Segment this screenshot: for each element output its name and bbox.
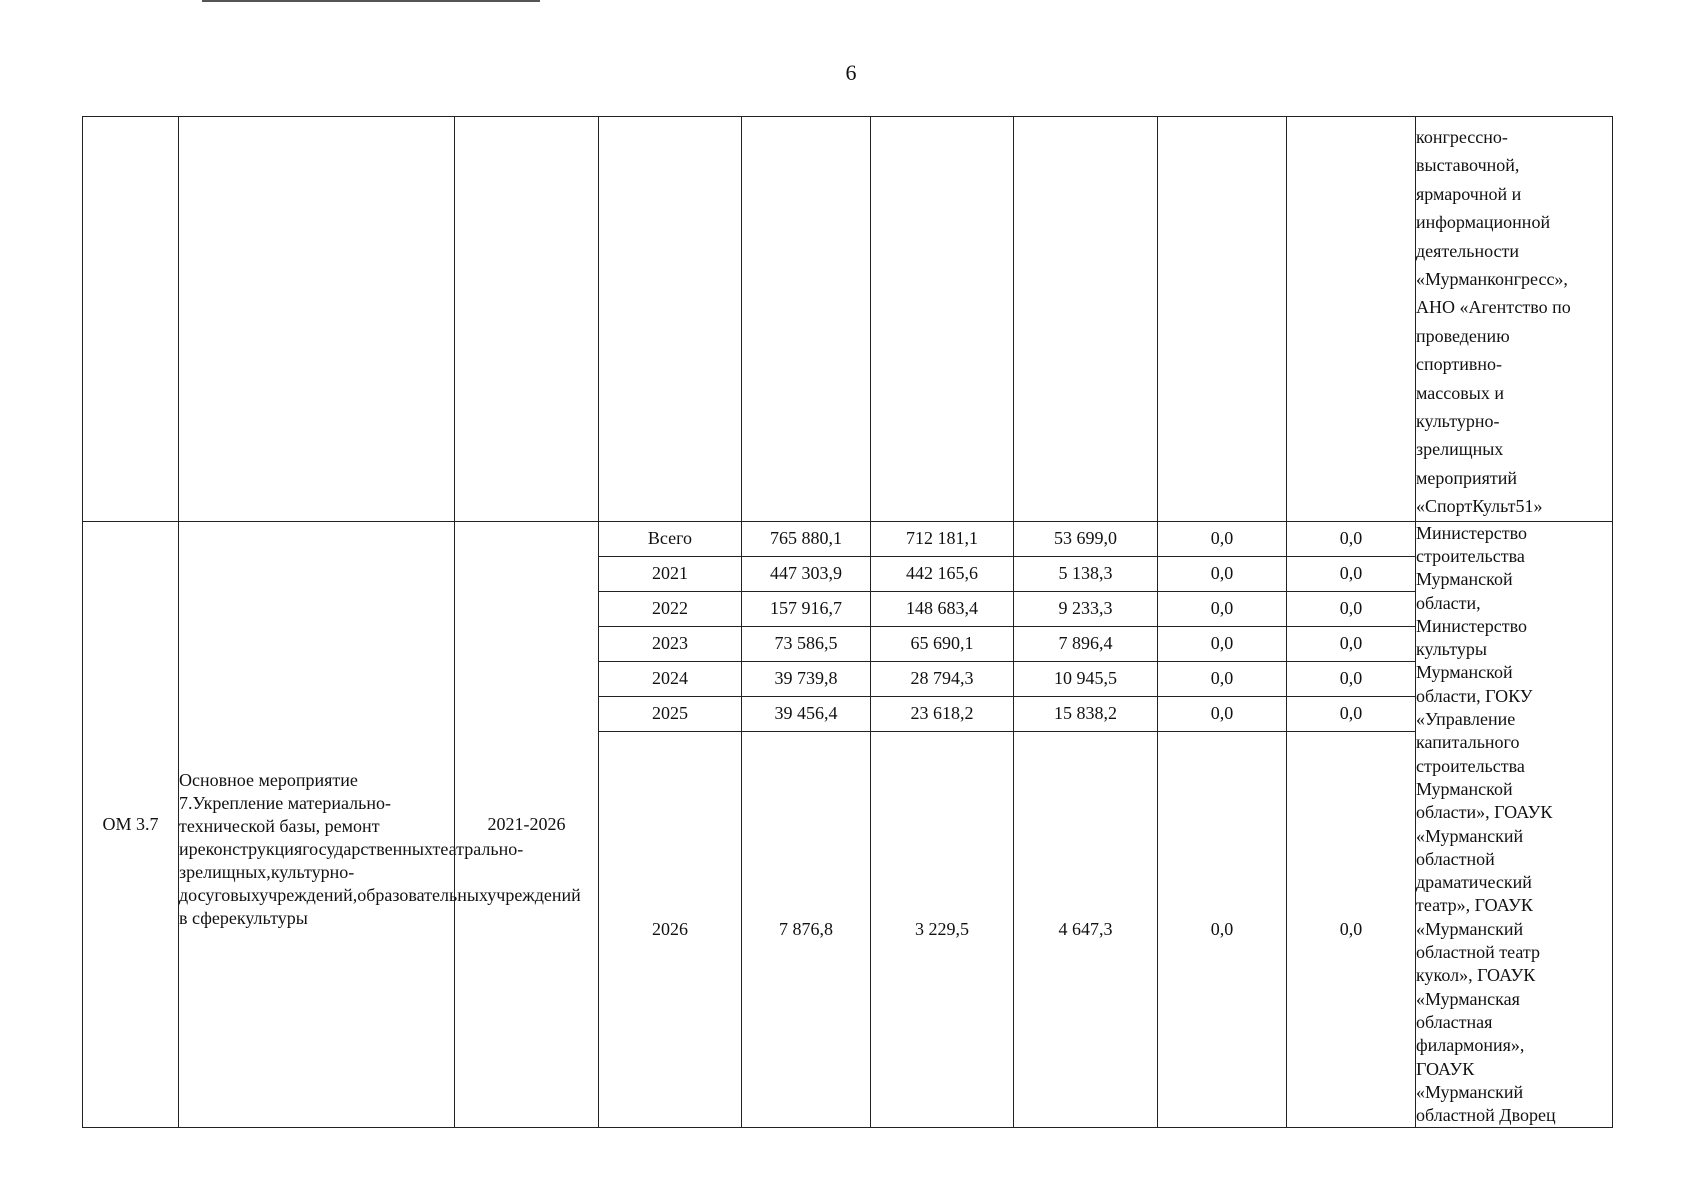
measure-period: 2021-2026 (455, 521, 599, 1128)
executor-line: областная (1416, 1011, 1493, 1032)
cell-empty (1287, 117, 1416, 522)
cell-empty (1014, 117, 1158, 522)
cell-empty (455, 117, 599, 522)
row-other: 0,0 (1287, 626, 1416, 661)
executor-line: Министерство (1416, 522, 1527, 543)
row-year: 2021 (599, 556, 742, 591)
executor-line: театр», ГОАУК (1416, 895, 1533, 916)
row-total: 39 456,4 (742, 696, 871, 731)
row-federal: 4 647,3 (1014, 731, 1158, 1128)
row-year: 2022 (599, 591, 742, 626)
row-year: 2026 (599, 731, 742, 1128)
row-total: 765 880,1 (742, 521, 871, 556)
row-federal: 53 699,0 (1014, 521, 1158, 556)
executor-line: «СпортКульт51» (1416, 496, 1543, 517)
title-line: культурно-досуговых (179, 862, 355, 906)
executor-line: «Мурманский (1416, 1081, 1524, 1102)
executor-line: проведению (1416, 325, 1510, 346)
executor-text (1416, 117, 1612, 521)
row-local: 0,0 (1158, 626, 1287, 661)
executor-line: информационной (1416, 212, 1551, 233)
measure-code: ОМ 3.7 (83, 521, 179, 1128)
row-regional: 28 794,3 (871, 661, 1014, 696)
title-line: технической базы, ремонт и (179, 816, 380, 860)
title-line: учреждений в сфере (179, 885, 581, 929)
executor-line: драматический (1416, 872, 1532, 893)
executor-line: «Управление (1416, 709, 1516, 730)
executor-line: Мурманской (1416, 569, 1513, 590)
row-other: 0,0 (1287, 591, 1416, 626)
cell-empty (1158, 117, 1287, 522)
title-line: Основное мероприятие 7. (179, 770, 358, 814)
title-line: государственных (302, 839, 433, 860)
executor-line: «Мурманский (1416, 825, 1524, 846)
executor-line: области», ГОАУК (1416, 802, 1553, 823)
row-total: 157 916,7 (742, 591, 871, 626)
row-other: 0,0 (1287, 556, 1416, 591)
executor-line: спортивно- (1416, 354, 1503, 375)
title-line: Укрепление материально- (192, 793, 392, 814)
executor-line: Мурманской (1416, 662, 1513, 683)
row-regional: 442 165,6 (871, 556, 1014, 591)
cell-empty (83, 117, 179, 522)
title-line: учреждений, (259, 885, 358, 906)
row-year: 2023 (599, 626, 742, 661)
executor-line: «Мурманконгресс», (1416, 269, 1568, 290)
executor-line: ГОАУК (1416, 1058, 1475, 1079)
executor-line: Министерство (1416, 615, 1527, 636)
row-regional: 148 683,4 (871, 591, 1014, 626)
row-local: 0,0 (1158, 591, 1287, 626)
program-table (82, 116, 1613, 1128)
executor-line: массовых и (1416, 382, 1504, 403)
row-total: 7 876,8 (742, 731, 871, 1128)
executor-line: ярмарочной и (1416, 183, 1522, 204)
row-local: 0,0 (1158, 556, 1287, 591)
executor-line: строительства (1416, 755, 1525, 776)
title-line: театрально-зрелищных, (179, 839, 524, 883)
cell-empty (599, 117, 742, 522)
top-rule (202, 0, 540, 2)
executor-line: области, ГОКУ (1416, 685, 1533, 706)
row-total: 39 739,8 (742, 661, 871, 696)
title-line: культуры (236, 908, 308, 929)
title-line: реконструкция (188, 839, 303, 860)
executor-line: зрелищных (1416, 439, 1504, 460)
row-regional: 23 618,2 (871, 696, 1014, 731)
executor-line: мероприятий (1416, 467, 1518, 488)
executor-line: «Мурманская (1416, 988, 1520, 1009)
row-regional: 712 181,1 (871, 521, 1014, 556)
table-row (83, 521, 1613, 556)
executor-line: Мурманской (1416, 778, 1513, 799)
executor-line: культурно- (1416, 411, 1500, 432)
row-local: 0,0 (1158, 731, 1287, 1128)
row-other: 0,0 (1287, 521, 1416, 556)
executor-line: деятельности (1416, 240, 1520, 261)
row-federal: 15 838,2 (1014, 696, 1158, 731)
executor-line: филармония», (1416, 1035, 1525, 1056)
continuation-row (83, 117, 1613, 522)
executor-line: капитального (1416, 732, 1520, 753)
cell-empty (179, 117, 455, 522)
row-federal: 9 233,3 (1014, 591, 1158, 626)
row-regional: 3 229,5 (871, 731, 1014, 1128)
row-local: 0,0 (1158, 696, 1287, 731)
executor-line: кукол», ГОАУК (1416, 965, 1536, 986)
row-local: 0,0 (1158, 521, 1287, 556)
executor-line: выставочной, (1416, 155, 1520, 176)
executor-line: области, (1416, 592, 1481, 613)
row-total: 447 303,9 (742, 556, 871, 591)
row-local: 0,0 (1158, 661, 1287, 696)
row-federal: 10 945,5 (1014, 661, 1158, 696)
executor-cell-continued (1416, 117, 1613, 522)
executor-cell (1416, 521, 1613, 1128)
row-federal: 7 896,4 (1014, 626, 1158, 661)
executor-line: АНО «Агентство по (1416, 297, 1571, 318)
cell-empty (871, 117, 1014, 522)
executor-line: областной (1416, 848, 1495, 869)
row-year: Всего (599, 521, 742, 556)
row-year: 2025 (599, 696, 742, 731)
cell-empty (742, 117, 871, 522)
executor-line: областной Дворец (1416, 1105, 1556, 1126)
row-other: 0,0 (1287, 731, 1416, 1128)
page-number: 6 (845, 60, 857, 85)
executor-line: конгрессно- (1416, 127, 1508, 147)
executor-line: строительства (1416, 545, 1525, 566)
executor-text (1416, 522, 1612, 1128)
executor-line: «Мурманский (1416, 918, 1524, 939)
row-year: 2024 (599, 661, 742, 696)
executor-line: культуры (1416, 639, 1487, 660)
row-federal: 5 138,3 (1014, 556, 1158, 591)
row-other: 0,0 (1287, 696, 1416, 731)
row-other: 0,0 (1287, 661, 1416, 696)
executor-line: областной театр (1416, 942, 1540, 963)
title-line: образовательных (357, 885, 488, 906)
row-total: 73 586,5 (742, 626, 871, 661)
row-regional: 65 690,1 (871, 626, 1014, 661)
